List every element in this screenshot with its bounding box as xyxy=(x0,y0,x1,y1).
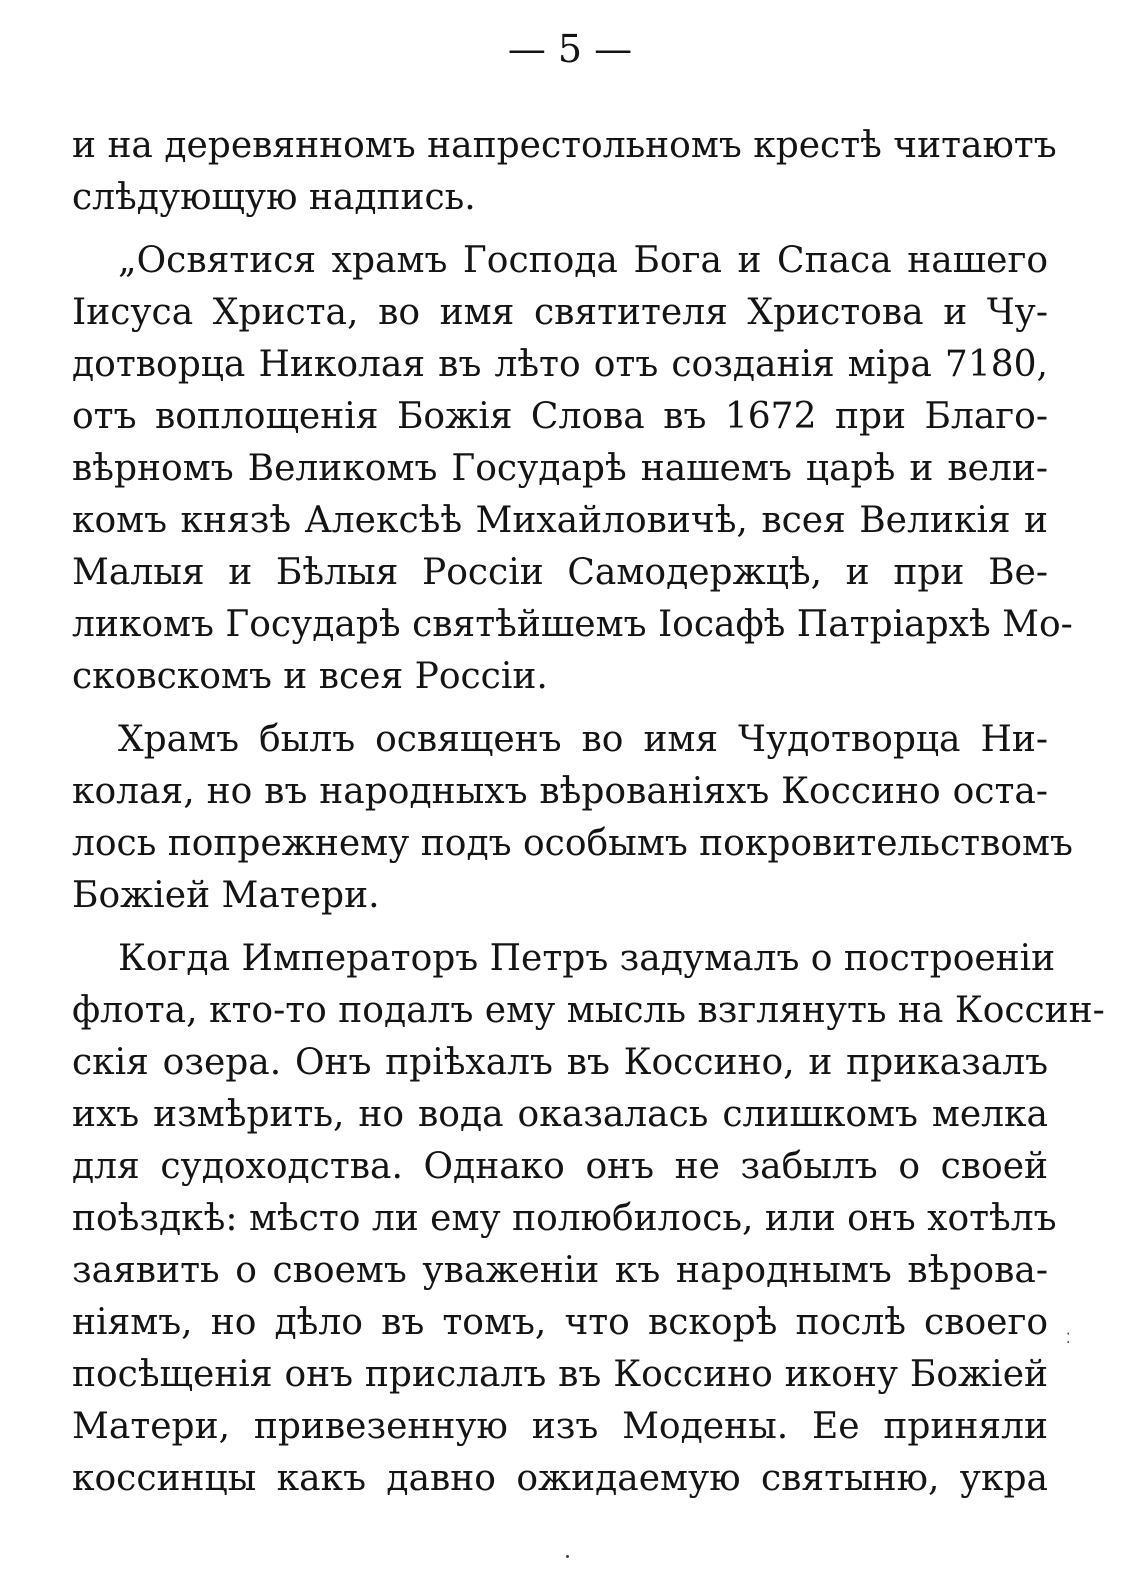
text-line: коссинцы какъ давно ожидаемую святыню, укра xyxy=(72,1458,1048,1499)
page-body xyxy=(72,120,1105,1505)
text-line: и на деревянномъ напрестольномъ крестѣ читаютъ xyxy=(72,125,1057,166)
text-line: отъ воплощенія Божія Слова въ 1672 при Благо- xyxy=(72,396,1048,437)
text-line: заявить о своемъ уваженіи къ народнымъ вѣрова- xyxy=(72,1250,1048,1291)
text-line: Матери, привезенную изъ Модены. Ее приняли xyxy=(72,1406,1048,1447)
paragraph xyxy=(72,120,1057,224)
text-line: ихъ измѣрить, но вода оказалась слишкомъ мелка xyxy=(72,1094,1048,1135)
text-line: поѣздкѣ: мѣсто ли ему полюбилось, или онъ хотѣлъ xyxy=(72,1198,1057,1239)
text-line: Храмъ былъ освященъ во имя Чудотворца Ни- xyxy=(118,719,1048,760)
print-speck-mark: ⁚ xyxy=(1066,1331,1071,1347)
text-line: дотворца Николая въ лѣто отъ созданія міра 7180, xyxy=(72,344,1048,385)
text-line: Іисуса Христа, во имя святителя Христова и Чу- xyxy=(72,292,1048,333)
text-line: колая, но въ народныхъ вѣрованіяхъ Коссино оста- xyxy=(72,771,1048,812)
text-line: ликомъ Государѣ святѣйшемъ Іосафѣ Патріархѣ Мо- xyxy=(72,604,1073,645)
page-number: — 5 — xyxy=(507,27,633,71)
paragraph xyxy=(72,235,1073,703)
text-line: слѣдующую надпись. xyxy=(72,177,476,218)
text-line: Божіей Матери. xyxy=(72,875,380,916)
text-line: для судоходства. Однако онъ не забылъ о своей xyxy=(72,1146,1048,1187)
text-line: посѣщенія онъ прислалъ въ Коссино икону Божіей xyxy=(72,1354,1048,1395)
text-line: „Освятися храмъ Господа Бога и Спаса нашего xyxy=(118,240,1048,281)
text-line: сковскомъ и всея Россіи. xyxy=(72,656,548,697)
text-line: вѣрномъ Великомъ Государѣ нашемъ царѣ и вели- xyxy=(72,448,1048,489)
text-line: флота, кто-то подалъ ему мысль взглянуть на Коссин- xyxy=(72,990,1105,1031)
paragraph xyxy=(72,714,1073,922)
print-dot-mark xyxy=(566,1555,569,1558)
text-line: лось попрежнему подъ особымъ покровительствомъ xyxy=(72,823,1073,864)
text-line: Когда Императоръ Петръ задумалъ о построеніи xyxy=(118,938,1056,979)
text-line: комъ князѣ Алексѣѣ Михайловичѣ, всея Великія и xyxy=(72,500,1048,541)
paragraph xyxy=(72,933,1105,1505)
text-line: скія озера. Онъ пріѣхалъ въ Коссино, и приказалъ xyxy=(72,1042,1048,1083)
text-line: ніямъ, но дѣло въ томъ, что вскорѣ послѣ своего xyxy=(72,1302,1048,1343)
text-line: Малыя и Бѣлыя Россіи Самодержцѣ, и при Ве- xyxy=(72,552,1048,593)
